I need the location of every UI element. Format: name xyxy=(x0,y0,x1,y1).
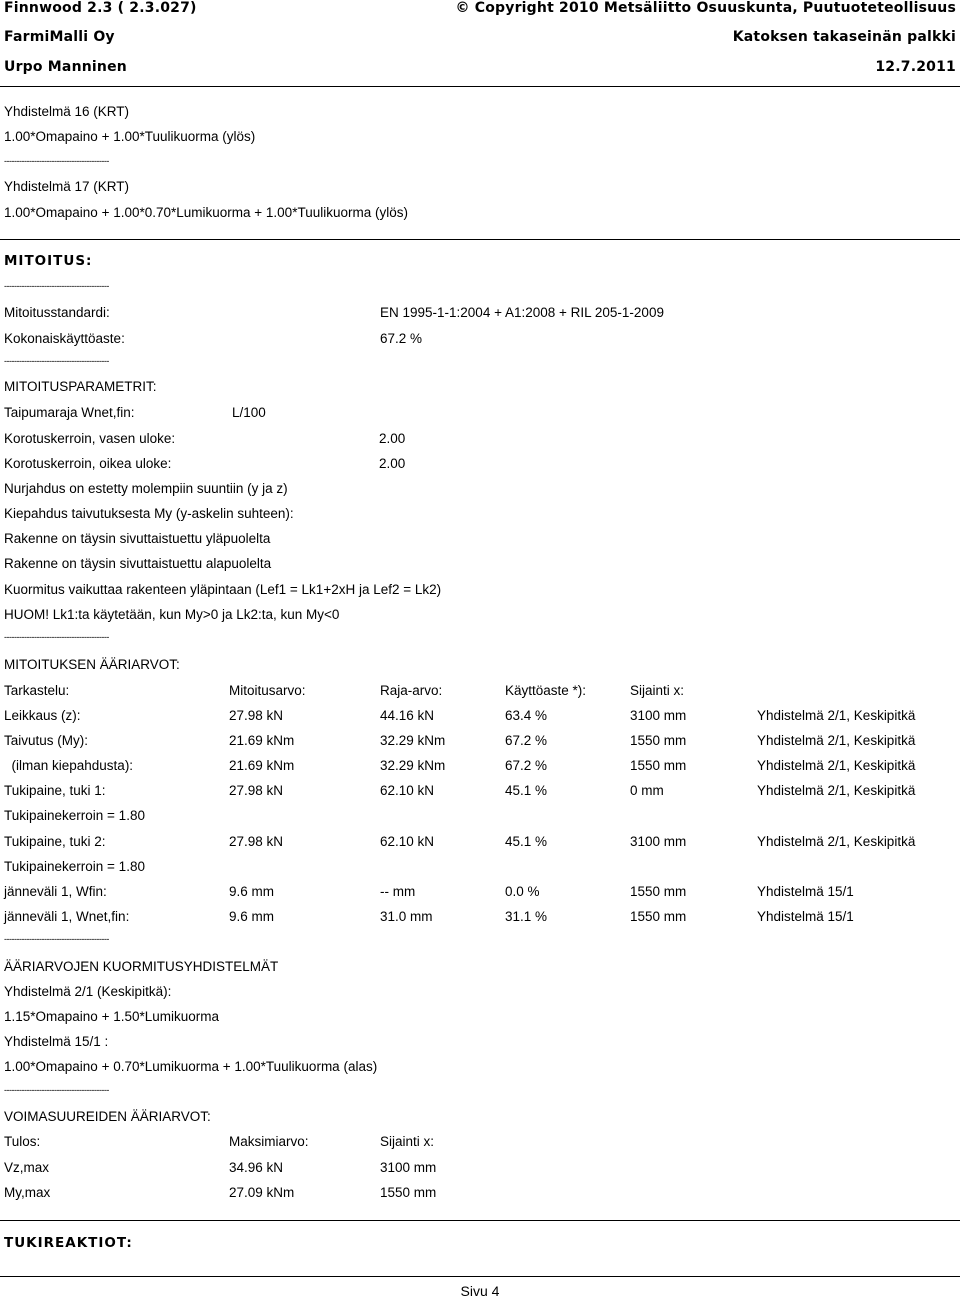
parameter-note: HUOM! Lk1:ta käytetään, kun My>0 ja Lk2:ta, kun My<0 xyxy=(4,607,340,622)
copyright: © Copyright 2010 Metsäliitto Osuuskunta, Puutuoteteollisuus xyxy=(455,0,956,16)
combination-16-title: Yhdistelmä 16 (KRT) xyxy=(4,104,130,119)
date: 12.7.2011 xyxy=(875,59,956,75)
results-cell-combination: Yhdistelmä 15/1 xyxy=(757,909,854,924)
header-rule xyxy=(0,86,960,87)
results-cell-check-name: Taivutus (My): xyxy=(4,733,89,748)
reactions-title: TUKIREAKTIOT: xyxy=(4,1235,133,1251)
results-header: Käyttöaste *): xyxy=(505,683,587,698)
results-cell-combination: Yhdistelmä 2/1, Keskipitkä xyxy=(757,758,916,773)
structure-name: Katoksen takaseinän palkki xyxy=(732,29,956,45)
utilization-label: Kokonaiskäyttöaste: xyxy=(4,331,125,346)
results-cell-limit-value: -- mm xyxy=(380,884,416,899)
results-cell-location: 3100 mm xyxy=(630,834,687,849)
results-cell-limit-value: 32.29 kNm xyxy=(380,733,446,748)
results-cell-combination: Yhdistelmä 15/1 xyxy=(757,884,854,899)
results-cell-utilization: 31.1 % xyxy=(505,909,548,924)
standard-value: EN 1995-1-1:2004 + A1:2008 + RIL 205-1-2009 xyxy=(380,305,664,320)
right-overhang-value: 2.00 xyxy=(379,456,406,471)
results-cell-limit-value: 62.10 kN xyxy=(380,834,435,849)
deflection-value: L/100 xyxy=(232,405,266,420)
model-name: FarmiMalli Oy xyxy=(4,29,115,45)
results-cell-location: 1550 mm xyxy=(630,733,687,748)
results-cell-location: 0 mm xyxy=(630,783,664,798)
results-cell-location: 3100 mm xyxy=(630,708,687,723)
results-header: Tarkastelu: xyxy=(4,683,70,698)
results-cell-design-value: 27.98 kN xyxy=(229,783,284,798)
left-overhang-label: Korotuskerroin, vasen uloke: xyxy=(4,431,176,446)
internal-forces-header: Tulos: xyxy=(4,1134,41,1149)
results-cell-limit-value: 44.16 kN xyxy=(380,708,435,723)
results-cell-check-name: jänneväli 1, Wfin: xyxy=(4,884,107,899)
separator: ------------------------------------------ xyxy=(4,281,109,291)
parameter-note: Kiepahdus taivutuksesta My (y-askelin suhteen): xyxy=(4,506,294,521)
extreme-combinations-title: ÄÄRIARVOJEN KUORMITUSYHDISTELMÄT xyxy=(4,959,279,974)
deflection-label: Taipumaraja Wnet,fin: xyxy=(4,405,135,420)
extreme-combination-line: Yhdistelmä 2/1 (Keskipitkä): xyxy=(4,984,172,999)
results-cell-check-name: Leikkaus (z): xyxy=(4,708,81,723)
combination-17-formula: 1.00*Omapaino + 1.00*0.70*Lumikuorma + 1.00*Tuulikuorma (ylös) xyxy=(4,205,408,220)
mitoitus-title: MITOITUS: xyxy=(4,253,93,269)
separator: ------------------------------------------ xyxy=(4,632,109,642)
internal-forces-header: Sijainti x: xyxy=(380,1134,435,1149)
results-cell-limit-value: 62.10 kN xyxy=(380,783,435,798)
results-header: Sijainti x: xyxy=(630,683,685,698)
results-cell-utilization: 67.2 % xyxy=(505,733,548,748)
section-rule xyxy=(0,239,960,240)
results-cell-design-value: 21.69 kNm xyxy=(229,733,295,748)
separator: ------------------------------------------ xyxy=(4,934,109,944)
results-cell-check-name: Tukipaine, tuki 1: xyxy=(4,783,106,798)
results-cell-location: 1550 mm xyxy=(630,884,687,899)
internal-force-name: Vz,max xyxy=(4,1160,50,1175)
results-cell-utilization: 0.0 % xyxy=(505,884,540,899)
results-cell-design-value: 9.6 mm xyxy=(229,884,275,899)
internal-forces-title: VOIMASUUREIDEN ÄÄRIARVOT: xyxy=(4,1109,211,1124)
results-cell-limit-value: 31.0 mm xyxy=(380,909,433,924)
results-cell-utilization: 63.4 % xyxy=(505,708,548,723)
extreme-combination-line: 1.15*Omapaino + 1.50*Lumikuorma xyxy=(4,1009,220,1024)
parameter-note: Rakenne on täysin sivuttaistuettu yläpuolelta xyxy=(4,531,271,546)
parameter-note: Kuormitus vaikuttaa rakenteen yläpintaan (Lef1 = Lk1+2xH ja Lef2 = Lk2) xyxy=(4,582,442,597)
results-header: Mitoitusarvo: xyxy=(229,683,306,698)
results-cell-design-value: 27.98 kN xyxy=(229,708,284,723)
extreme-combination-line: Yhdistelmä 15/1 : xyxy=(4,1034,109,1049)
results-cell-utilization: 45.1 % xyxy=(505,783,548,798)
internal-forces-header: Maksimiarvo: xyxy=(229,1134,309,1149)
author: Urpo Manninen xyxy=(4,59,127,75)
results-header: Raja-arvo: xyxy=(380,683,443,698)
results-cell-check-name: Tukipainekerroin = 1.80 xyxy=(4,859,145,874)
internal-force-location: 1550 mm xyxy=(380,1185,437,1200)
internal-force-max: 34.96 kN xyxy=(229,1160,284,1175)
header-row-2 xyxy=(0,29,960,55)
internal-force-name: My,max xyxy=(4,1185,51,1200)
results-cell-location: 1550 mm xyxy=(630,758,687,773)
combination-17-title: Yhdistelmä 17 (KRT) xyxy=(4,179,130,194)
left-overhang-value: 2.00 xyxy=(379,431,406,446)
parameters-title: MITOITUSPARAMETRIT: xyxy=(4,379,157,394)
results-cell-check-name: Tukipaine, tuki 2: xyxy=(4,834,106,849)
parameter-note: Nurjahdus on estetty molempiin suuntiin (y ja z) xyxy=(4,481,288,496)
results-cell-check-name: (ilman kiepahdusta): xyxy=(4,758,134,773)
internal-force-location: 3100 mm xyxy=(380,1160,437,1175)
results-cell-utilization: 67.2 % xyxy=(505,758,548,773)
footer-rule xyxy=(0,1276,960,1277)
header-row-1 xyxy=(0,0,960,26)
results-cell-combination: Yhdistelmä 2/1, Keskipitkä xyxy=(757,708,916,723)
extreme-combination-line: 1.00*Omapaino + 0.70*Lumikuorma + 1.00*Tuulikuorma (alas) xyxy=(4,1059,378,1074)
results-cell-design-value: 27.98 kN xyxy=(229,834,284,849)
results-cell-check-name: Tukipainekerroin = 1.80 xyxy=(4,808,145,823)
results-title: MITOITUKSEN ÄÄRIARVOT: xyxy=(4,657,180,672)
page-number: Sivu 4 xyxy=(460,1283,500,1299)
results-cell-combination: Yhdistelmä 2/1, Keskipitkä xyxy=(757,783,916,798)
section-rule xyxy=(0,1220,960,1221)
internal-force-max: 27.09 kNm xyxy=(229,1185,295,1200)
results-cell-check-name: jänneväli 1, Wnet,fin: xyxy=(4,909,130,924)
results-cell-combination: Yhdistelmä 2/1, Keskipitkä xyxy=(757,733,916,748)
separator: ------------------------------------------ xyxy=(4,356,109,366)
right-overhang-label: Korotuskerroin, oikea uloke: xyxy=(4,456,172,471)
standard-label: Mitoitusstandardi: xyxy=(4,305,110,320)
utilization-value: 67.2 % xyxy=(380,331,423,346)
app-version: Finnwood 2.3 ( 2.3.027) xyxy=(4,0,197,16)
results-cell-design-value: 9.6 mm xyxy=(229,909,275,924)
separator: ------------------------------------------ xyxy=(4,1085,109,1095)
results-cell-combination: Yhdistelmä 2/1, Keskipitkä xyxy=(757,834,916,849)
combination-16-formula: 1.00*Omapaino + 1.00*Tuulikuorma (ylös) xyxy=(4,129,256,144)
parameter-note: Rakenne on täysin sivuttaistuettu alapuolelta xyxy=(4,556,272,571)
header-row-3 xyxy=(0,59,960,85)
results-cell-utilization: 45.1 % xyxy=(505,834,548,849)
separator: ------------------------------------------ xyxy=(4,156,109,166)
results-cell-location: 1550 mm xyxy=(630,909,687,924)
results-cell-design-value: 21.69 kNm xyxy=(229,758,295,773)
results-cell-limit-value: 32.29 kNm xyxy=(380,758,446,773)
